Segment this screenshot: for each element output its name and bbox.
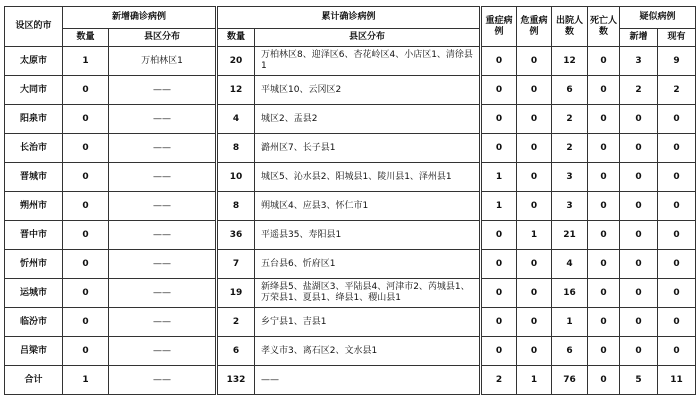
covid-case-table bbox=[4, 6, 696, 395]
new-count-cell: 0 bbox=[63, 192, 109, 221]
critical-cell: 0 bbox=[517, 192, 552, 221]
cum-count-cell: 10 bbox=[217, 163, 255, 192]
city-cell: 大同市 bbox=[5, 76, 63, 105]
suspect-current-cell: 9 bbox=[658, 47, 696, 76]
death-cell: 0 bbox=[588, 47, 620, 76]
discharged-cell: 3 bbox=[552, 192, 588, 221]
new-district-cell: —— bbox=[109, 192, 217, 221]
suspect-new-cell: 0 bbox=[620, 134, 658, 163]
cum-district-cell: 朔城区4、应县3、怀仁市1 bbox=[255, 192, 481, 221]
header-suspect-current: 现有 bbox=[658, 29, 696, 47]
table-row bbox=[5, 279, 696, 308]
severe-cell: 2 bbox=[481, 366, 517, 395]
cum-count-cell: 6 bbox=[217, 337, 255, 366]
severe-cell: 0 bbox=[481, 47, 517, 76]
header-cum-count: 数量 bbox=[217, 29, 255, 47]
city-cell: 阳泉市 bbox=[5, 105, 63, 134]
suspect-new-cell: 0 bbox=[620, 250, 658, 279]
death-cell: 0 bbox=[588, 279, 620, 308]
city-cell: 晋城市 bbox=[5, 163, 63, 192]
critical-cell: 1 bbox=[517, 366, 552, 395]
new-district-cell: —— bbox=[109, 76, 217, 105]
suspect-current-cell: 0 bbox=[658, 134, 696, 163]
death-cell: 0 bbox=[588, 250, 620, 279]
cum-district-cell: 五台县6、忻府区1 bbox=[255, 250, 481, 279]
cum-count-cell: 2 bbox=[217, 308, 255, 337]
new-count-cell: 1 bbox=[63, 47, 109, 76]
city-cell: 临汾市 bbox=[5, 308, 63, 337]
city-cell: 晋中市 bbox=[5, 221, 63, 250]
death-cell: 0 bbox=[588, 308, 620, 337]
new-district-cell: —— bbox=[109, 221, 217, 250]
cum-district-cell: —— bbox=[255, 366, 481, 395]
severe-cell: 0 bbox=[481, 134, 517, 163]
new-district-cell: —— bbox=[109, 366, 217, 395]
cum-count-cell: 8 bbox=[217, 134, 255, 163]
header-suspect-new: 新增 bbox=[620, 29, 658, 47]
suspect-new-cell: 0 bbox=[620, 192, 658, 221]
death-cell: 0 bbox=[588, 221, 620, 250]
cum-district-cell: 潞州区7、长子县1 bbox=[255, 134, 481, 163]
severe-cell: 0 bbox=[481, 337, 517, 366]
new-district-cell: —— bbox=[109, 163, 217, 192]
cum-district-cell: 新绛县5、盐湖区3、平陆县4、河津市2、芮城县1、万荣县1、夏县1、绛县1、稷山县1 bbox=[255, 279, 481, 308]
discharged-cell: 2 bbox=[552, 134, 588, 163]
cum-district-cell: 万柏林区8、迎泽区6、杏花岭区4、小店区1、清徐县1 bbox=[255, 47, 481, 76]
new-district-cell: —— bbox=[109, 279, 217, 308]
city-cell: 运城市 bbox=[5, 279, 63, 308]
new-district-cell: —— bbox=[109, 105, 217, 134]
city-cell: 合计 bbox=[5, 366, 63, 395]
suspect-current-cell: 2 bbox=[658, 76, 696, 105]
header-row-1 bbox=[5, 7, 696, 29]
city-cell: 吕梁市 bbox=[5, 337, 63, 366]
total-row bbox=[5, 366, 696, 395]
new-count-cell: 0 bbox=[63, 163, 109, 192]
cum-count-cell: 7 bbox=[217, 250, 255, 279]
discharged-cell: 6 bbox=[552, 337, 588, 366]
header-new-district: 县区分布 bbox=[109, 29, 217, 47]
table-row bbox=[5, 76, 696, 105]
suspect-new-cell: 0 bbox=[620, 221, 658, 250]
discharged-cell: 2 bbox=[552, 105, 588, 134]
critical-cell: 0 bbox=[517, 308, 552, 337]
table-row bbox=[5, 192, 696, 221]
header-new-count: 数量 bbox=[63, 29, 109, 47]
header-discharged: 出院人数 bbox=[552, 7, 588, 47]
severe-cell: 1 bbox=[481, 192, 517, 221]
critical-cell: 0 bbox=[517, 163, 552, 192]
death-cell: 0 bbox=[588, 192, 620, 221]
cum-count-cell: 36 bbox=[217, 221, 255, 250]
severe-cell: 1 bbox=[481, 163, 517, 192]
death-cell: 0 bbox=[588, 105, 620, 134]
critical-cell: 1 bbox=[517, 221, 552, 250]
critical-cell: 0 bbox=[517, 337, 552, 366]
city-cell: 长治市 bbox=[5, 134, 63, 163]
suspect-current-cell: 0 bbox=[658, 279, 696, 308]
cum-district-cell: 城区2、盂县2 bbox=[255, 105, 481, 134]
suspect-new-cell: 3 bbox=[620, 47, 658, 76]
cum-district-cell: 孝义市3、离石区2、文水县1 bbox=[255, 337, 481, 366]
header-death: 死亡人数 bbox=[588, 7, 620, 47]
discharged-cell: 21 bbox=[552, 221, 588, 250]
suspect-new-cell: 0 bbox=[620, 337, 658, 366]
suspect-current-cell: 0 bbox=[658, 163, 696, 192]
table-row bbox=[5, 221, 696, 250]
suspect-new-cell: 0 bbox=[620, 163, 658, 192]
new-district-cell: —— bbox=[109, 134, 217, 163]
suspect-new-cell: 2 bbox=[620, 76, 658, 105]
discharged-cell: 76 bbox=[552, 366, 588, 395]
death-cell: 0 bbox=[588, 76, 620, 105]
header-severe: 重症病例 bbox=[481, 7, 517, 47]
city-cell: 太原市 bbox=[5, 47, 63, 76]
new-count-cell: 0 bbox=[63, 76, 109, 105]
suspect-current-cell: 0 bbox=[658, 308, 696, 337]
cum-count-cell: 4 bbox=[217, 105, 255, 134]
suspect-current-cell: 0 bbox=[658, 250, 696, 279]
header-new-cases: 新增确诊病例 bbox=[63, 7, 217, 29]
new-district-cell: —— bbox=[109, 250, 217, 279]
severe-cell: 0 bbox=[481, 76, 517, 105]
cum-count-cell: 20 bbox=[217, 47, 255, 76]
discharged-cell: 4 bbox=[552, 250, 588, 279]
new-count-cell: 0 bbox=[63, 337, 109, 366]
discharged-cell: 16 bbox=[552, 279, 588, 308]
critical-cell: 0 bbox=[517, 105, 552, 134]
case-table-container bbox=[4, 6, 695, 402]
suspect-new-cell: 0 bbox=[620, 105, 658, 134]
suspect-new-cell: 5 bbox=[620, 366, 658, 395]
severe-cell: 0 bbox=[481, 250, 517, 279]
death-cell: 0 bbox=[588, 366, 620, 395]
new-count-cell: 0 bbox=[63, 134, 109, 163]
death-cell: 0 bbox=[588, 163, 620, 192]
suspect-current-cell: 0 bbox=[658, 105, 696, 134]
new-count-cell: 0 bbox=[63, 308, 109, 337]
discharged-cell: 1 bbox=[552, 308, 588, 337]
table-row bbox=[5, 308, 696, 337]
city-cell: 朔州市 bbox=[5, 192, 63, 221]
table-row bbox=[5, 134, 696, 163]
critical-cell: 0 bbox=[517, 250, 552, 279]
cum-count-cell: 132 bbox=[217, 366, 255, 395]
new-count-cell: 0 bbox=[63, 250, 109, 279]
header-city: 设区的市 bbox=[5, 7, 63, 47]
new-district-cell: —— bbox=[109, 308, 217, 337]
discharged-cell: 12 bbox=[552, 47, 588, 76]
new-district-cell: —— bbox=[109, 337, 217, 366]
new-count-cell: 0 bbox=[63, 221, 109, 250]
new-district-cell: 万柏林区1 bbox=[109, 47, 217, 76]
critical-cell: 0 bbox=[517, 279, 552, 308]
cum-count-cell: 19 bbox=[217, 279, 255, 308]
severe-cell: 0 bbox=[481, 279, 517, 308]
death-cell: 0 bbox=[588, 337, 620, 366]
discharged-cell: 6 bbox=[552, 76, 588, 105]
suspect-current-cell: 0 bbox=[658, 221, 696, 250]
cum-count-cell: 12 bbox=[217, 76, 255, 105]
cum-count-cell: 8 bbox=[217, 192, 255, 221]
severe-cell: 0 bbox=[481, 308, 517, 337]
severe-cell: 0 bbox=[481, 105, 517, 134]
suspect-new-cell: 0 bbox=[620, 308, 658, 337]
suspect-current-cell: 0 bbox=[658, 192, 696, 221]
discharged-cell: 3 bbox=[552, 163, 588, 192]
new-count-cell: 1 bbox=[63, 366, 109, 395]
critical-cell: 0 bbox=[517, 76, 552, 105]
suspect-current-cell: 0 bbox=[658, 337, 696, 366]
new-count-cell: 0 bbox=[63, 105, 109, 134]
cum-district-cell: 平遥县35、寿阳县1 bbox=[255, 221, 481, 250]
cum-district-cell: 乡宁县1、吉县1 bbox=[255, 308, 481, 337]
header-critical: 危重病例 bbox=[517, 7, 552, 47]
new-count-cell: 0 bbox=[63, 279, 109, 308]
death-cell: 0 bbox=[588, 134, 620, 163]
critical-cell: 0 bbox=[517, 47, 552, 76]
table-row bbox=[5, 105, 696, 134]
header-suspected: 疑似病例 bbox=[620, 7, 696, 29]
suspect-current-cell: 11 bbox=[658, 366, 696, 395]
table-row bbox=[5, 163, 696, 192]
critical-cell: 0 bbox=[517, 134, 552, 163]
severe-cell: 0 bbox=[481, 221, 517, 250]
cum-district-cell: 城区5、沁水县2、阳城县1、陵川县1、泽州县1 bbox=[255, 163, 481, 192]
header-cum-district: 县区分布 bbox=[255, 29, 481, 47]
header-cumulative-cases: 累计确诊病例 bbox=[217, 7, 481, 29]
table-row bbox=[5, 337, 696, 366]
table-row bbox=[5, 47, 696, 76]
cum-district-cell: 平城区10、云冈区2 bbox=[255, 76, 481, 105]
table-row bbox=[5, 250, 696, 279]
city-cell: 忻州市 bbox=[5, 250, 63, 279]
suspect-new-cell: 0 bbox=[620, 279, 658, 308]
